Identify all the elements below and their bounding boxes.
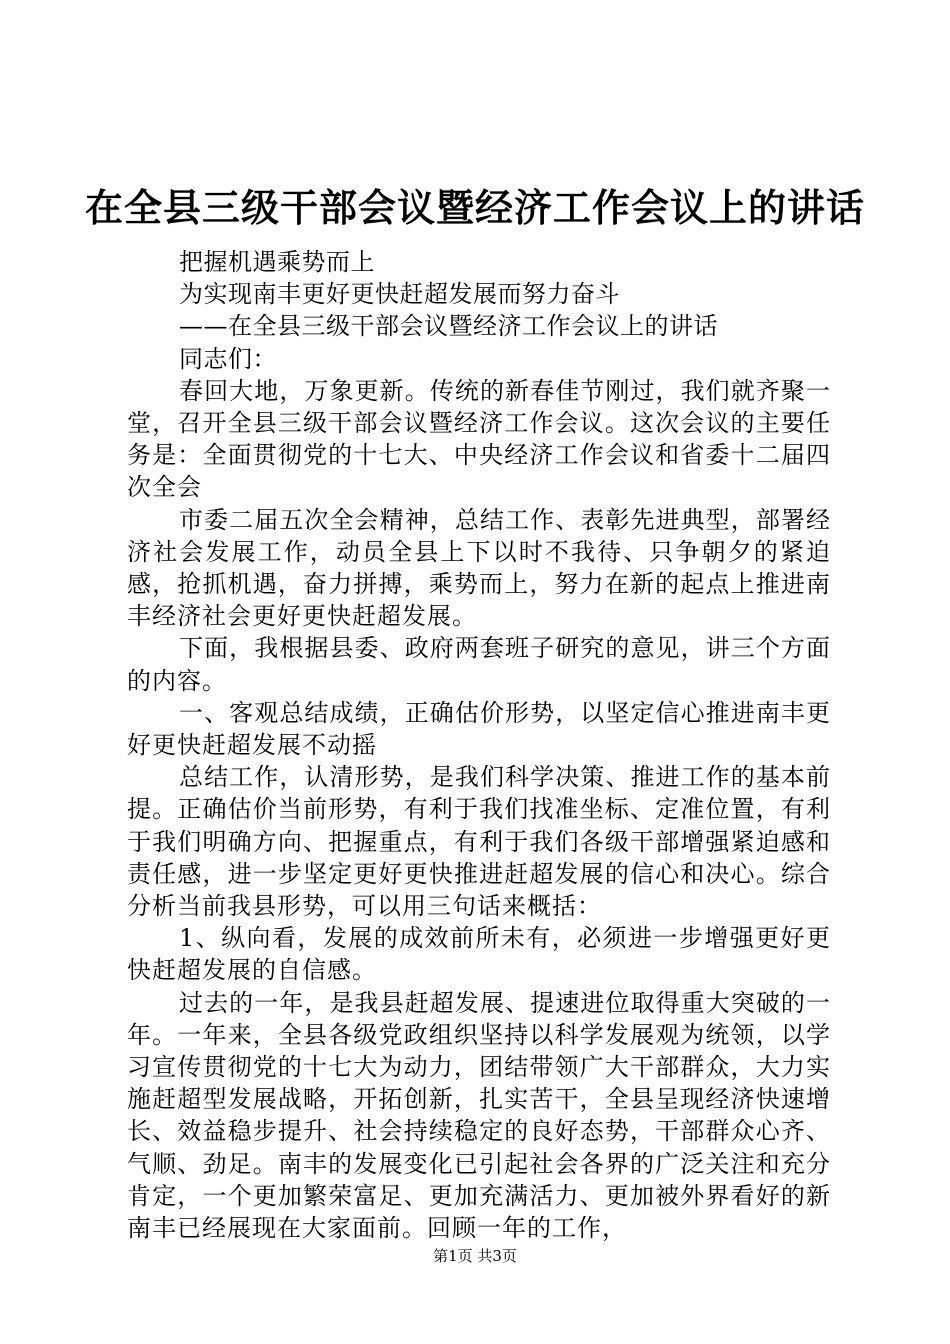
paragraph: 下面，我根据县委、政府两套班子研究的意见，讲三个方面的内容。 <box>127 634 831 695</box>
document-body <box>127 246 831 1244</box>
subtitle-line: 为实现南丰更好更快赶超发展而努力奋斗 <box>179 280 620 309</box>
page-footer: 第1页 共3页 <box>433 1247 517 1265</box>
paragraph: 过去的一年，是我县赶超发展、提速进位取得重大突破的一年。一年来，全县各级党政组织坚持以科学发展观为统领，以学习宣传贯彻党的十七大为动力，团结带领广大干部群众，大力实施赶超型发展战略，开拓创新，扎实苦干，全县呈现经济快速增长、效益稳步提升、社会持续稳定的良好态势，干部群众心齐、气顺、劲足。南丰的发展变化已引起社会各界的广泛关注和充分肯定，一个更加繁荣富足、更加充满活力、更加被外界看好的新南丰已经展现在大家面前。回顾一年的工作， <box>127 988 831 1243</box>
salutation: 同志们： <box>179 344 277 373</box>
paragraph: 市委二届五次全会精神，总结工作、表彰先进典型，部署经济社会发展工作，动员全县上下以时不我待、只争朝夕的紧迫感，抢抓机遇，奋力拼搏，乘势而上，努力在新的起点上推进南丰经济社会更好更快赶超发展。 <box>127 505 831 631</box>
subtitle-line: ——在全县三级干部会议暨经济工作会议上的讲话 <box>179 312 718 341</box>
paragraph: 总结工作，认清形势，是我们科学决策、推进工作的基本前提。正确估价当前形势，有利于我们找准坐标、定准位置，有利于我们明确方向、把握重点，有利于我们各级干部增强紧迫感和责任感，进一步坚定更好更快推进赶超发展的信心和决心。综合分析当前我县形势，可以用三句话来概括： <box>127 763 831 921</box>
section-heading: 一、客观总结成绩，正确估价形势，以坚定信心推进南丰更好更快赶超发展不动摇 <box>127 698 831 760</box>
document-title: 在全县三级干部会议暨经济工作会议上的讲话 <box>84 185 865 230</box>
paragraph: 春回大地，万象更新。传统的新春佳节刚过，我们就齐聚一堂，召开全县三级干部会议暨经济工作会议。这次会议的主要任务是：全面贯彻党的十七大、中央经济工作会议和省委十二届四次全会 <box>127 376 831 502</box>
subtitle-line: 把握机遇乘势而上 <box>179 248 375 276</box>
subsection-heading: 1、纵向看，发展的成效前所未有，必须进一步增强更好更快赶超发展的自信感。 <box>127 924 831 985</box>
